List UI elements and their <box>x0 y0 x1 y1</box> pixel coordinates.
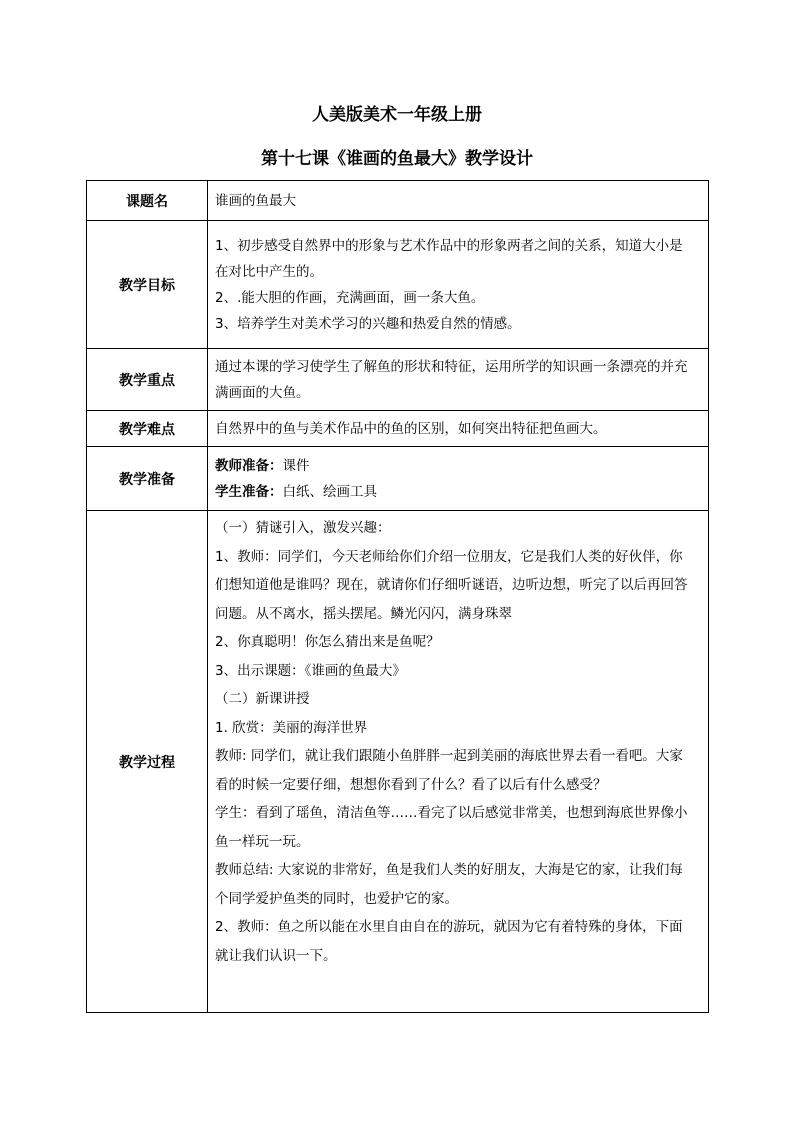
goals-label: 教学目标 <box>87 221 208 349</box>
key-label: 教学重点 <box>87 349 208 411</box>
prep-label: 教学准备 <box>87 447 208 511</box>
row-prep <box>87 447 709 511</box>
teacher-prep <box>215 453 702 479</box>
row-difficulty <box>87 411 709 447</box>
process-line-10: 看的时候一定要仔细，想想你看到了什么？看了以后有什么感受？ <box>215 776 607 793</box>
goals-line-2: 在对比中产生的。 <box>215 263 323 280</box>
teacher-prep-label: 教师准备： <box>215 457 283 474</box>
process-line-5: 2、你真聪明！你怎么猜出来是鱼呢？ <box>215 634 440 650</box>
process-line-6: 3、出示课题：《谁画的鱼最大》 <box>215 662 406 679</box>
lesson-title: 第十七课《谁画的鱼最大》教学设计 <box>261 149 533 169</box>
prep-content <box>208 447 709 511</box>
lesson-plan-table <box>86 180 709 1013</box>
process-line-8: 1. 欣赏：美丽的海洋世界 <box>215 719 368 736</box>
student-prep-label: 学生准备： <box>215 483 283 500</box>
process-line-3: 们想知道他是谁吗？现在，就请你们仔细听谜语，边听边想，听完了以后再回答 <box>215 577 688 593</box>
process-line-2: 1、教师：同学们，今天老师给你们介绍一位朋友，它是我们人类的好伙伴，你 <box>215 548 683 565</box>
student-prep <box>215 479 702 505</box>
difficulty-label: 教学难点 <box>87 411 208 447</box>
process-label: 教学过程 <box>87 511 208 1013</box>
difficulty-value: 自然界中的鱼与美术作品中的鱼的区别，如何突出特征把鱼画大。 <box>208 411 709 447</box>
topic-label: 课题名 <box>87 181 208 221</box>
row-key <box>87 349 709 411</box>
row-topic <box>87 181 709 221</box>
process-content <box>208 511 709 1013</box>
topic-value: 谁画的鱼最大 <box>208 181 709 221</box>
process-line-7: （二）新课讲授 <box>215 691 310 707</box>
document-title: 人美版美术一年级上册 <box>312 105 482 125</box>
goals-content <box>208 221 709 349</box>
key-line-1: 通过本课的学习使学生了解鱼的形状和特征，运用所学的知识画一条漂亮的并充 <box>215 358 688 375</box>
student-prep-value: 白纸、绘画工具 <box>282 483 377 500</box>
goals-line-3: 2、.能大胆的作画，充满画面，画一条大鱼。 <box>215 289 485 306</box>
row-goals <box>87 221 709 349</box>
process-line-12: 鱼一样玩一玩。 <box>215 833 310 850</box>
teacher-prep-value: 课件 <box>282 457 310 474</box>
key-content <box>208 349 709 411</box>
row-process <box>87 511 709 1013</box>
process-line-13: 教师总结: 大家说的非常好，鱼是我们人类的好朋友，大海是它的家，让我们每 <box>215 862 683 878</box>
goals-line-1: 1、初步感受自然界中的形象与艺术作品中的形象两者之间的关系，知道大小是 <box>215 237 683 254</box>
process-line-14: 个同学爱护鱼类的同时，也爱护它的家。 <box>215 890 458 907</box>
process-line-1: （一）猜谜引入，激发兴趣： <box>215 520 391 536</box>
process-line-4: 问题。从不离水，摇头摆尾。鳞光闪闪，满身珠翠 <box>215 605 512 622</box>
process-line-16: 就让我们认识一下。 <box>215 947 337 964</box>
key-line-2: 满画面的大鱼。 <box>215 384 310 401</box>
process-line-11: 学生：看到了瑶鱼，清洁鱼等……看完了以后感觉非常美，也想到海底世界像小 <box>215 805 688 821</box>
process-line-15: 2、教师：鱼之所以能在水里自由自在的游玩，就因为它有着特殊的身体，下面 <box>215 919 683 935</box>
goals-line-4: 3、培养学生对美术学习的兴趣和热爱自然的情感。 <box>215 315 521 332</box>
process-line-9: 教师: 同学们，就让我们跟随小鱼胖胖一起到美丽的海底世界去看一看吧。大家 <box>215 748 683 764</box>
